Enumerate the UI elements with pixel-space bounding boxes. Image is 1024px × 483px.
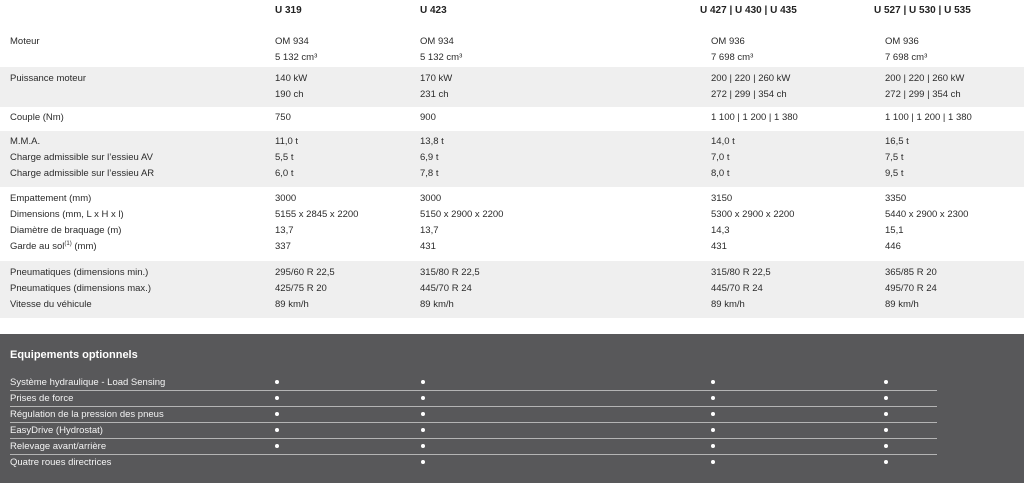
availability-bullet [884, 444, 888, 448]
option-row [0, 439, 1024, 455]
spec-value: 431 [711, 241, 727, 252]
option-label: Quatre roues directrices [10, 457, 112, 468]
availability-bullet [275, 444, 279, 448]
spec-value: 8,0 t [711, 168, 730, 179]
availability-bullet [711, 460, 715, 464]
spec-value: 1 100 | 1 200 | 1 380 [885, 112, 972, 123]
spec-group-torque [0, 107, 1024, 131]
spec-value: 900 [420, 112, 436, 123]
spec-value: 495/70 R 24 [885, 283, 937, 294]
availability-bullet [421, 380, 425, 384]
column-header-u319: U 319 [275, 5, 302, 16]
spec-value: 3150 [711, 193, 733, 204]
spec-value: OM 934 [420, 36, 454, 47]
spec-label: Dimensions (mm, L x H x l) [10, 209, 124, 220]
spec-value: 5 132 cm³ [275, 52, 318, 63]
spec-value: 7,8 t [420, 168, 439, 179]
spec-value: 7 698 cm³ [711, 52, 754, 63]
option-row [0, 391, 1024, 407]
spec-value: 5 132 cm³ [420, 52, 463, 63]
table-header [0, 0, 1024, 32]
footnote-marker: (1) [64, 240, 72, 247]
spec-group-engine [0, 32, 1024, 67]
spec-group-power [0, 67, 1024, 107]
spec-label: Couple (Nm) [10, 112, 64, 123]
spec-group-weights [0, 131, 1024, 187]
spec-value: 315/80 R 22,5 [420, 267, 480, 278]
availability-bullet [275, 428, 279, 432]
option-row [0, 455, 1024, 471]
availability-bullet [711, 428, 715, 432]
option-label: Prises de force [10, 393, 74, 404]
spec-value: OM 936 [711, 36, 745, 47]
spec-value: 5300 x 2900 x 2200 [711, 209, 795, 220]
spec-value: 14,3 [711, 225, 730, 236]
spec-value: 200 | 220 | 260 kW [711, 73, 791, 84]
spec-value: 89 km/h [275, 299, 309, 310]
option-row [0, 375, 1024, 391]
availability-bullet [711, 396, 715, 400]
spec-value: 89 km/h [711, 299, 745, 310]
spec-value: 5440 x 2900 x 2300 [885, 209, 969, 220]
availability-bullet [884, 428, 888, 432]
spec-value: 5150 x 2900 x 2200 [420, 209, 504, 220]
availability-bullet [421, 396, 425, 400]
spec-value: 6,9 t [420, 152, 439, 163]
spec-value: 200 | 220 | 260 kW [885, 73, 965, 84]
availability-bullet [884, 396, 888, 400]
spec-value: 3350 [885, 193, 907, 204]
availability-bullet [275, 380, 279, 384]
spec-group-tires [0, 261, 1024, 318]
spec-value: 1 100 | 1 200 | 1 380 [711, 112, 798, 123]
spec-value: 15,1 [885, 225, 904, 236]
option-label: Système hydraulique - Load Sensing [10, 377, 166, 388]
option-label: EasyDrive (Hydrostat) [10, 425, 103, 436]
spec-label-unit: (mm) [71, 241, 97, 252]
availability-bullet [884, 460, 888, 464]
availability-bullet [711, 380, 715, 384]
option-label: Relevage avant/arrière [10, 441, 107, 452]
column-header-u427-u430-u435: U 427 | U 430 | U 435 [700, 5, 797, 16]
spec-label: M.M.A. [10, 136, 41, 147]
spec-value: 16,5 t [885, 136, 909, 147]
column-header-u527-u530-u535: U 527 | U 530 | U 535 [874, 5, 971, 16]
option-row [0, 423, 1024, 439]
spec-value: OM 936 [885, 36, 919, 47]
spec-value: 190 ch [275, 89, 304, 100]
spec-value: 140 kW [275, 73, 308, 84]
availability-bullet [711, 412, 715, 416]
spec-value: 3000 [420, 193, 442, 204]
spec-label: Pneumatiques (dimensions max.) [10, 283, 151, 294]
spec-label: Charge admissible sur l’essieu AR [10, 168, 155, 179]
spec-value: 231 ch [420, 89, 449, 100]
spec-value: 425/75 R 20 [275, 283, 327, 294]
spec-value: 6,0 t [275, 168, 294, 179]
spec-label-text: Garde au sol [10, 241, 65, 252]
spec-value: 431 [420, 241, 436, 252]
spec-value: 89 km/h [885, 299, 919, 310]
spec-value: 7,5 t [885, 152, 904, 163]
spec-value: OM 934 [275, 36, 309, 47]
spec-label: Pneumatiques (dimensions min.) [10, 267, 149, 278]
option-row [0, 407, 1024, 423]
spec-value: 7,0 t [711, 152, 730, 163]
spec-value: 3000 [275, 193, 297, 204]
optional-equipment-title: Equipements optionnels [10, 349, 138, 361]
spec-label: Charge admissible sur l’essieu AV [10, 152, 153, 163]
column-header-u423: U 423 [420, 5, 447, 16]
spec-value: 14,0 t [711, 136, 735, 147]
spec-value: 5,5 t [275, 152, 294, 163]
spec-value: 89 km/h [420, 299, 454, 310]
spec-label: Diamètre de braquage (m) [10, 225, 122, 236]
spec-value: 445/70 R 24 [420, 283, 472, 294]
spec-value: 295/60 R 22,5 [275, 267, 335, 278]
availability-bullet [275, 396, 279, 400]
spec-value: 315/80 R 22,5 [711, 267, 771, 278]
spec-value: 272 | 299 | 354 ch [711, 89, 787, 100]
availability-bullet [884, 412, 888, 416]
optional-equipment-panel [0, 334, 1024, 483]
availability-bullet [711, 444, 715, 448]
spec-value: 7 698 cm³ [885, 52, 928, 63]
spec-group-dimensions [0, 187, 1024, 261]
spec-value: 13,7 [275, 225, 294, 236]
spec-value: 9,5 t [885, 168, 904, 179]
spec-label: Puissance moteur [10, 73, 87, 84]
spec-label: Moteur [10, 36, 40, 47]
availability-bullet [421, 460, 425, 464]
spec-value: 13,8 t [420, 136, 444, 147]
spec-label: Empattement (mm) [10, 193, 92, 204]
availability-bullet [421, 412, 425, 416]
availability-bullet [884, 380, 888, 384]
spec-value: 5155 x 2845 x 2200 [275, 209, 359, 220]
option-label: Régulation de la pression des pneus [10, 409, 164, 420]
availability-bullet [421, 428, 425, 432]
spec-value: 11,0 t [275, 136, 299, 147]
spec-label: Vitesse du véhicule [10, 299, 92, 310]
spec-value: 365/85 R 20 [885, 267, 937, 278]
availability-bullet [421, 444, 425, 448]
spec-value: 337 [275, 241, 291, 252]
spec-label-ground-clearance [10, 241, 97, 253]
spec-value: 750 [275, 112, 291, 123]
availability-bullet [275, 412, 279, 416]
spec-value: 170 kW [420, 73, 453, 84]
spec-value: 445/70 R 24 [711, 283, 763, 294]
spec-value: 272 | 299 | 354 ch [885, 89, 961, 100]
spec-value: 13,7 [420, 225, 439, 236]
spec-value: 446 [885, 241, 901, 252]
